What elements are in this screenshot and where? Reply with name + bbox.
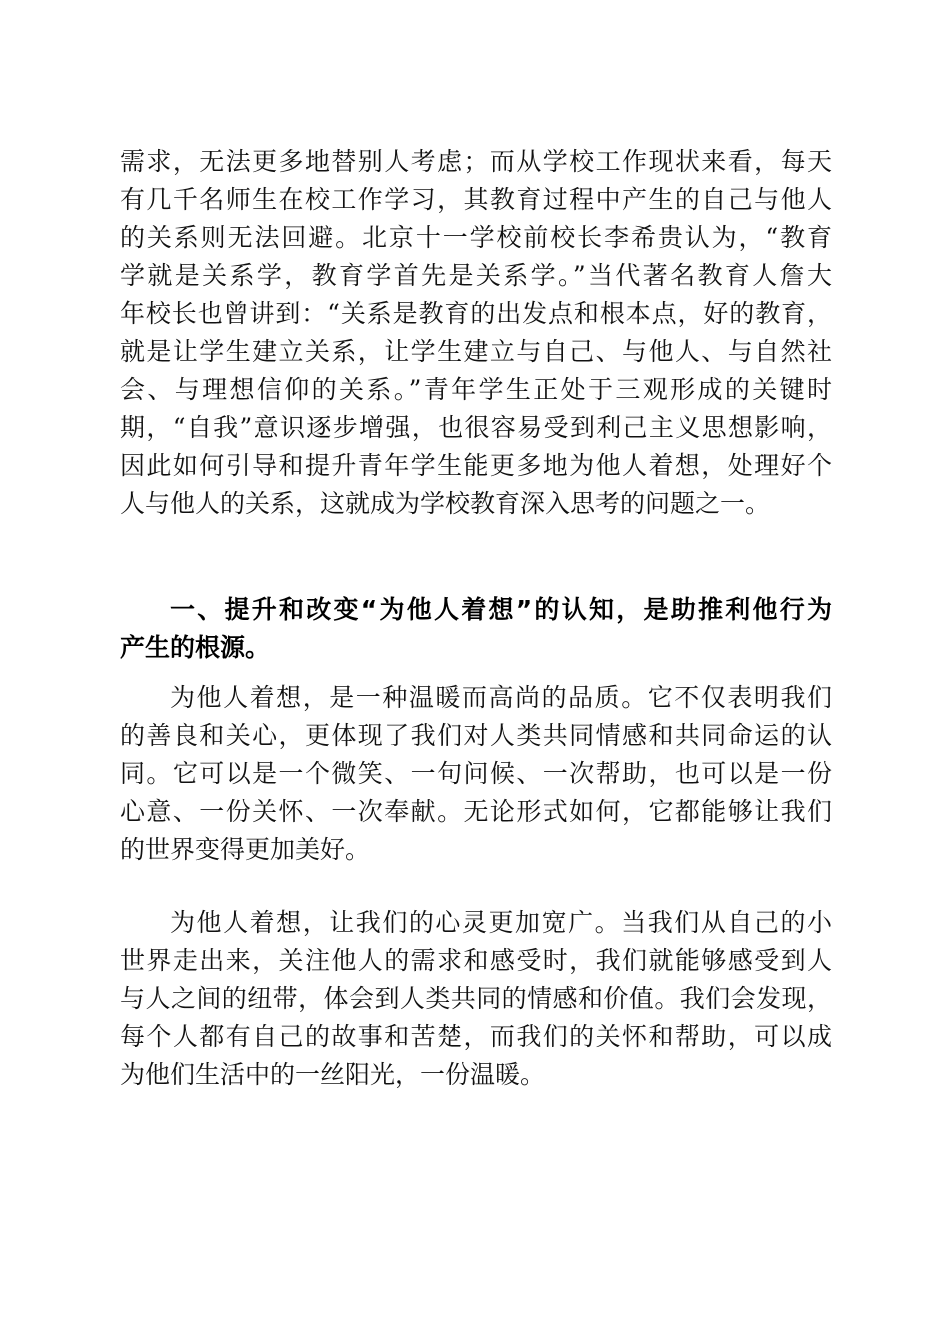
text-line: 会、与理想信仰的关系。”青年学生正处于三观形成的关键时: [120, 375, 832, 404]
text-line: 的关系则无法回避。北京十一学校前校长李希贵认为，“教育: [120, 223, 832, 252]
text-line: 因此如何引导和提升青年学生能更多地为他人着想，处理好个: [120, 451, 832, 480]
text-line: 为他人着想，是一种温暖而高尚的品质。它不仅表明我们: [170, 683, 832, 712]
text-line: 学就是关系学，教育学首先是关系学。”当代著名教育人詹大: [120, 261, 832, 290]
text-line: 世界走出来，关注他人的需求和感受时，我们就能够感受到人: [120, 946, 832, 975]
text-line: 每个人都有自己的故事和苦楚，而我们的关怀和帮助，可以成: [120, 1022, 832, 1051]
text-line: 期，“自我”意识逐步增强，也很容易受到利己主义思想影响，: [120, 413, 832, 442]
text-line: 就是让学生建立关系，让学生建立与自己、与他人、与自然社: [120, 337, 832, 366]
text-line: 为他们生活中的一丝阳光，一份温暖。: [120, 1060, 546, 1089]
text-line: 为他人着想，让我们的心灵更加宽广。当我们从自己的小: [170, 908, 832, 937]
paragraph-2: [120, 679, 832, 869]
section-heading: [120, 591, 832, 667]
text-line: 的善良和关心，更体现了我们对人类共同情感和共同命运的认: [120, 721, 832, 750]
heading-line: 产生的根源。: [120, 633, 271, 662]
paragraph-3: [120, 904, 832, 1094]
intro-paragraph: [120, 143, 832, 523]
text-line: 同。它可以是一个微笑、一句问候、一次帮助，也可以是一份: [120, 759, 832, 788]
text-line: 年校长也曾讲到：“关系是教育的出发点和根本点，好的教育，: [120, 299, 832, 328]
text-line: 人与他人的关系，这就成为学校教育深入思考的问题之一。: [120, 489, 771, 518]
text-line: 的世界变得更加美好。: [120, 835, 371, 864]
text-line: 与人之间的纽带，体会到人类共同的情感和价值。我们会发现，: [120, 984, 832, 1013]
text-line: 需求，无法更多地替别人考虑；而从学校工作现状来看，每天: [120, 147, 832, 176]
heading-line: 一、提升和改变“为他人着想”的认知，是助推利他行为: [170, 595, 832, 624]
text-line: 心意、一份关怀、一次奉献。无论形式如何，它都能够让我们: [120, 797, 832, 826]
text-line: 有几千名师生在校工作学习，其教育过程中产生的自己与他人: [120, 185, 832, 214]
